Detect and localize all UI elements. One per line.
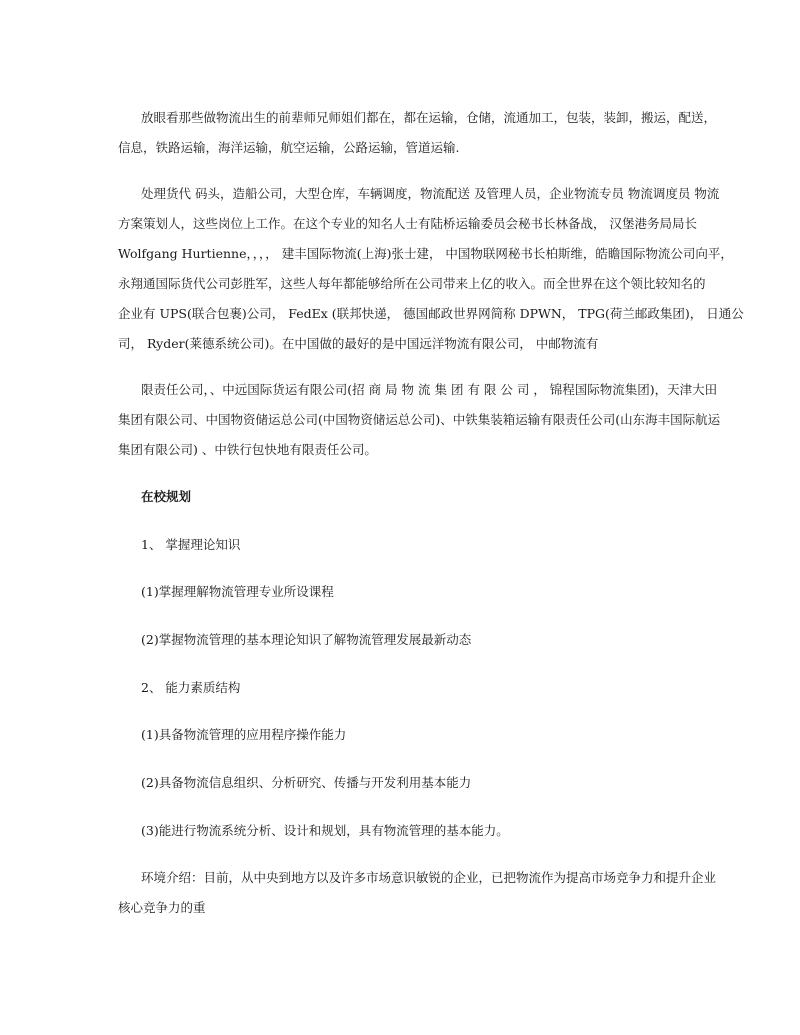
paragraph-2-line-4: 永翔通国际货代公司彭胜军，这些人每年都能够给所在公司带来上亿的收入。而全世界在这个领比较知名的 [118,276,706,291]
paragraph-2-line-6: 司， Ryder(莱德系统公司)。在中国做的最好的是中国远洋物流有限公司， 中邮物流有 [118,336,599,351]
list-item: (1)具备物流管理的应用程序操作能力 [141,727,347,742]
section-heading: 在校规划 [141,489,192,504]
paragraph-4-line-1: 环境介绍：目前，从中央到地方以及许多市场意识敏锐的企业，已把物流作为提高市场竞争力和提升企业 [141,870,717,885]
list-item: (1)掌握理解物流管理专业所设课程 [141,584,334,599]
list-item: 1、 掌握理论知识 [141,537,241,552]
paragraph-2-line-5: 企业有 UPS(联合包裹)公司， FedEx (联邦快递， 德国邮政世界网简称 DPWN， TPG(荷兰邮政集团)， 日通公 [118,306,744,321]
paragraph-2-line-2: 方案策划人，这些岗位上工作。在这个专业的知名人士有陆桥运输委员会秘书长林备战， 汉堡港务局局长 [118,216,697,231]
paragraph-4-line-2: 核心竞争力的重 [118,900,206,915]
paragraph-1-line-1: 放眼看那些做物流出生的前辈师兄师姐们都在，都在运输，仓储，流通加工，包装，装卸，搬运，配送， [141,110,717,125]
list-item: (2)掌握物流管理的基本理论知识了解物流管理发展最新动态 [141,632,472,647]
list-item: 2、 能力素质结构 [141,680,241,695]
paragraph-2-line-3: Wolfgang Hurtienne，，，， 建丰国际物流(上海)张士建， 中国物联网秘书长柏斯维，皓瞻国际物流公司向平， [118,246,733,261]
list-item: (3)能进行物流系统分析、设计和规划，具有物流管理的基本能力。 [141,823,509,838]
paragraph-1-line-2: 信息，铁路运输，海洋运输，航空运输，公路运输，管道运输. [118,140,460,155]
paragraph-3-line-3: 集团有限公司) 、中铁行包快地有限责任公司。 [118,442,377,457]
paragraph-3-line-1: 限责任公司，、中远国际货运有限公司(招 商 局 物 流 集 团 有 限 公 司 ， 锦程国际物流集团)，天津大田 [141,382,718,397]
paragraph-2-line-1: 处理货代 码头，造船公司，大型仓库，车辆调度，物流配送 及管理人员，企业物流专员 物流调度员 物流 [141,186,720,201]
list-item: (2)具备物流信息组织、分析研究、传播与开发利用基本能力 [141,775,472,790]
paragraph-3-line-2: 集团有限公司、中国物资储运总公司(中国物资储运总公司)、中铁集装箱运输有限责任公司(山东海丰国际航运 [118,412,721,427]
